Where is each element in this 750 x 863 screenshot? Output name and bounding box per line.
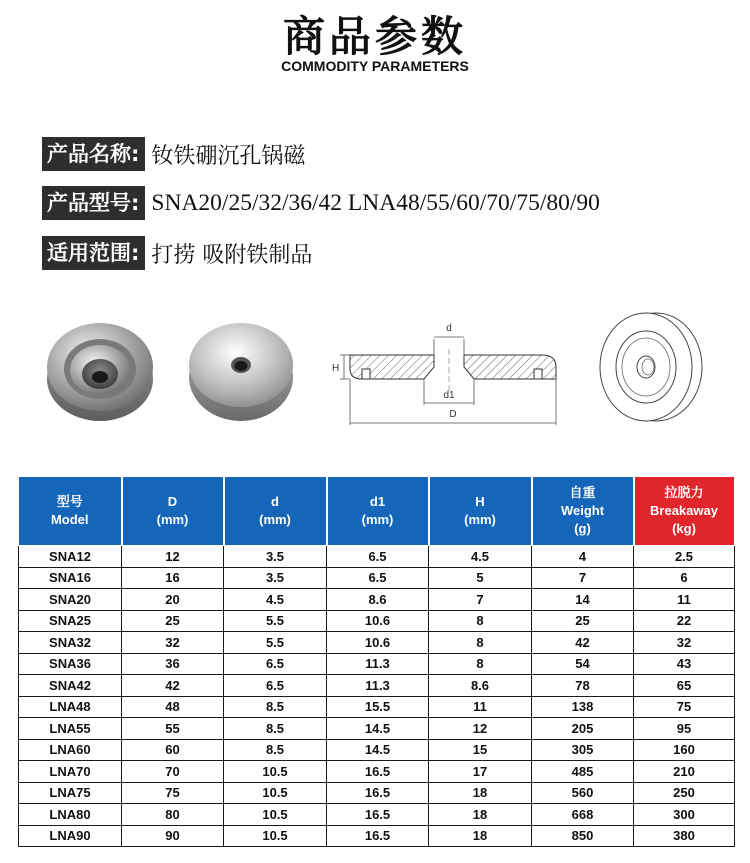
dim-label-d: d xyxy=(446,323,452,334)
table-cell: 25 xyxy=(122,610,224,632)
info-row-application xyxy=(42,236,312,270)
table-row xyxy=(19,567,735,589)
table-cell: 14.5 xyxy=(327,718,429,740)
table-row xyxy=(19,804,735,826)
table-cell: LNA60 xyxy=(19,739,122,761)
table-cell: 48 xyxy=(122,696,224,718)
table-cell: 18 xyxy=(429,825,532,847)
column-header-unit: (mm) xyxy=(464,512,496,527)
info-value: 钕铁硼沉孔锅磁 xyxy=(151,143,306,169)
table-cell: SNA32 xyxy=(19,632,122,654)
table-row xyxy=(19,761,735,783)
table-cell: 11 xyxy=(634,589,735,611)
dim-label-D: D xyxy=(449,409,457,420)
table-body xyxy=(19,546,735,847)
table-cell: 5.5 xyxy=(224,610,327,632)
table-row xyxy=(19,589,735,611)
column-header-unit: (kg) xyxy=(672,521,696,536)
table-cell: 8.5 xyxy=(224,718,327,740)
column-header-en: d1 xyxy=(369,494,386,509)
table-cell: 8.6 xyxy=(327,589,429,611)
table-cell: 16.5 xyxy=(327,804,429,826)
table-cell: 95 xyxy=(634,718,735,740)
title-english: COMMODITY PARAMETERS xyxy=(281,58,469,74)
table-cell: 668 xyxy=(532,804,634,826)
dim-label-d1: d1 xyxy=(443,390,455,401)
table-cell: 380 xyxy=(634,825,735,847)
table-cell: 11 xyxy=(429,696,532,718)
table-cell: 16 xyxy=(122,567,224,589)
table-cell: 12 xyxy=(122,546,224,568)
magnet-photo-front xyxy=(44,317,156,423)
table-cell: 16.5 xyxy=(327,782,429,804)
table-cell: 42 xyxy=(122,675,224,697)
table-cell: 6 xyxy=(634,567,735,589)
table-cell: 8 xyxy=(429,653,532,675)
table-cell: 18 xyxy=(429,782,532,804)
table-cell: 6.5 xyxy=(327,567,429,589)
table-cell: SNA42 xyxy=(19,675,122,697)
dim-label-H: H xyxy=(332,363,340,374)
table-cell: LNA48 xyxy=(19,696,122,718)
magnet-line-drawing xyxy=(594,309,708,427)
table-cell: 18 xyxy=(429,804,532,826)
column-header xyxy=(327,477,429,546)
table-row xyxy=(19,546,735,568)
table-cell: 43 xyxy=(634,653,735,675)
table-cell: 80 xyxy=(122,804,224,826)
table-cell: LNA90 xyxy=(19,825,122,847)
info-value: 打捞 吸附铁制品 xyxy=(151,242,313,268)
table-cell: 15.5 xyxy=(327,696,429,718)
table-cell: 8 xyxy=(429,632,532,654)
column-header-unit: (mm) xyxy=(156,512,189,527)
table-cell: 75 xyxy=(634,696,735,718)
table-cell: 16.5 xyxy=(327,825,429,847)
column-header-unit: (mm) xyxy=(361,512,394,527)
table-cell: 205 xyxy=(532,718,634,740)
parameter-table xyxy=(18,476,736,847)
table-cell: LNA80 xyxy=(19,804,122,826)
table-row xyxy=(19,696,735,718)
table-header xyxy=(19,477,735,546)
table-row xyxy=(19,610,735,632)
column-header-cn: 自重 xyxy=(569,485,596,500)
table-cell: 560 xyxy=(532,782,634,804)
column-header xyxy=(532,477,634,546)
column-header-en: H xyxy=(475,494,485,509)
info-label: 产品型号: xyxy=(42,186,145,220)
table-cell: 5 xyxy=(429,567,532,589)
table-cell: 17 xyxy=(429,761,532,783)
column-header xyxy=(19,477,122,546)
table-cell: 10.6 xyxy=(327,610,429,632)
table-cell: 6.5 xyxy=(327,546,429,568)
table-cell: 54 xyxy=(532,653,634,675)
info-label: 适用范围: xyxy=(42,236,145,270)
magnet-photo-back xyxy=(186,319,296,423)
table-cell: 4 xyxy=(532,546,634,568)
table-cell: 75 xyxy=(122,782,224,804)
info-value: SNA20/25/32/36/42 LNA48/55/60/70/75/80/90 xyxy=(151,189,600,216)
table-cell: SNA12 xyxy=(19,546,122,568)
table-cell: 60 xyxy=(122,739,224,761)
table-cell: 485 xyxy=(532,761,634,783)
table-row xyxy=(19,653,735,675)
table-cell: 8 xyxy=(429,610,532,632)
column-header-en: Breakaway xyxy=(650,503,718,518)
table-row xyxy=(19,632,735,654)
table-row xyxy=(19,825,735,847)
table-cell: 305 xyxy=(532,739,634,761)
table-cell: SNA20 xyxy=(19,589,122,611)
table-row xyxy=(19,718,735,740)
table-cell: 65 xyxy=(634,675,735,697)
info-row-product-name xyxy=(42,137,305,171)
table-cell: 11.3 xyxy=(327,653,429,675)
table-row xyxy=(19,739,735,761)
table-cell: 32 xyxy=(634,632,735,654)
table-cell: 14 xyxy=(532,589,634,611)
table-cell: 10.5 xyxy=(224,782,327,804)
table-cell: LNA75 xyxy=(19,782,122,804)
column-header xyxy=(429,477,532,546)
table-cell: 4.5 xyxy=(224,589,327,611)
column-header xyxy=(224,477,327,546)
info-row-product-model xyxy=(42,186,600,220)
table-cell: 90 xyxy=(122,825,224,847)
table-cell: 300 xyxy=(634,804,735,826)
table-cell: 3.5 xyxy=(224,546,327,568)
table-cell: 20 xyxy=(122,589,224,611)
table-cell: SNA25 xyxy=(19,610,122,632)
table-cell: 11.3 xyxy=(327,675,429,697)
table-cell: 850 xyxy=(532,825,634,847)
column-header-cn: 拉脱力 xyxy=(664,485,704,500)
cross-section-drawing xyxy=(320,313,578,433)
table-cell: 55 xyxy=(122,718,224,740)
table-cell: 6.5 xyxy=(224,653,327,675)
table-cell: 8.5 xyxy=(224,739,327,761)
table-cell: LNA70 xyxy=(19,761,122,783)
table-cell: 3.5 xyxy=(224,567,327,589)
table-cell: 12 xyxy=(429,718,532,740)
column-header-en: d xyxy=(271,494,279,509)
table-row xyxy=(19,675,735,697)
table-cell: 7 xyxy=(429,589,532,611)
table-cell: 78 xyxy=(532,675,634,697)
table-cell: 15 xyxy=(429,739,532,761)
column-header xyxy=(122,477,224,546)
table-cell: 25 xyxy=(532,610,634,632)
table-cell: 16.5 xyxy=(327,761,429,783)
table-cell: 32 xyxy=(122,632,224,654)
table-cell: SNA36 xyxy=(19,653,122,675)
table-cell: 2.5 xyxy=(634,546,735,568)
table-cell: 6.5 xyxy=(224,675,327,697)
table-cell: 5.5 xyxy=(224,632,327,654)
table-cell: 10.5 xyxy=(224,761,327,783)
table-cell: 10.5 xyxy=(224,825,327,847)
table-cell: 10.6 xyxy=(327,632,429,654)
table-cell: SNA16 xyxy=(19,567,122,589)
table-cell: 7 xyxy=(532,567,634,589)
table-cell: 10.5 xyxy=(224,804,327,826)
table-row xyxy=(19,782,735,804)
table-cell: 42 xyxy=(532,632,634,654)
table-cell: 36 xyxy=(122,653,224,675)
product-figures xyxy=(0,305,750,435)
table-cell: 8.6 xyxy=(429,675,532,697)
column-header-en: Weight xyxy=(560,503,605,518)
column-header xyxy=(634,477,735,546)
table-cell: 8.5 xyxy=(224,696,327,718)
table-cell: 160 xyxy=(634,739,735,761)
column-header-en: D xyxy=(167,494,178,509)
table-cell: 210 xyxy=(634,761,735,783)
table-cell: LNA55 xyxy=(19,718,122,740)
table-cell: 138 xyxy=(532,696,634,718)
column-header-cn: 型号 xyxy=(56,494,83,509)
title-chinese: 商品参数 xyxy=(282,12,467,61)
column-header-unit: (mm) xyxy=(259,512,291,527)
table-cell: 70 xyxy=(122,761,224,783)
column-header-unit: (g) xyxy=(574,521,591,536)
column-header-en: Model xyxy=(50,512,89,527)
info-label: 产品名称: xyxy=(42,137,145,171)
table-cell: 14.5 xyxy=(327,739,429,761)
table-cell: 250 xyxy=(634,782,735,804)
table-cell: 4.5 xyxy=(429,546,532,568)
table-cell: 22 xyxy=(634,610,735,632)
